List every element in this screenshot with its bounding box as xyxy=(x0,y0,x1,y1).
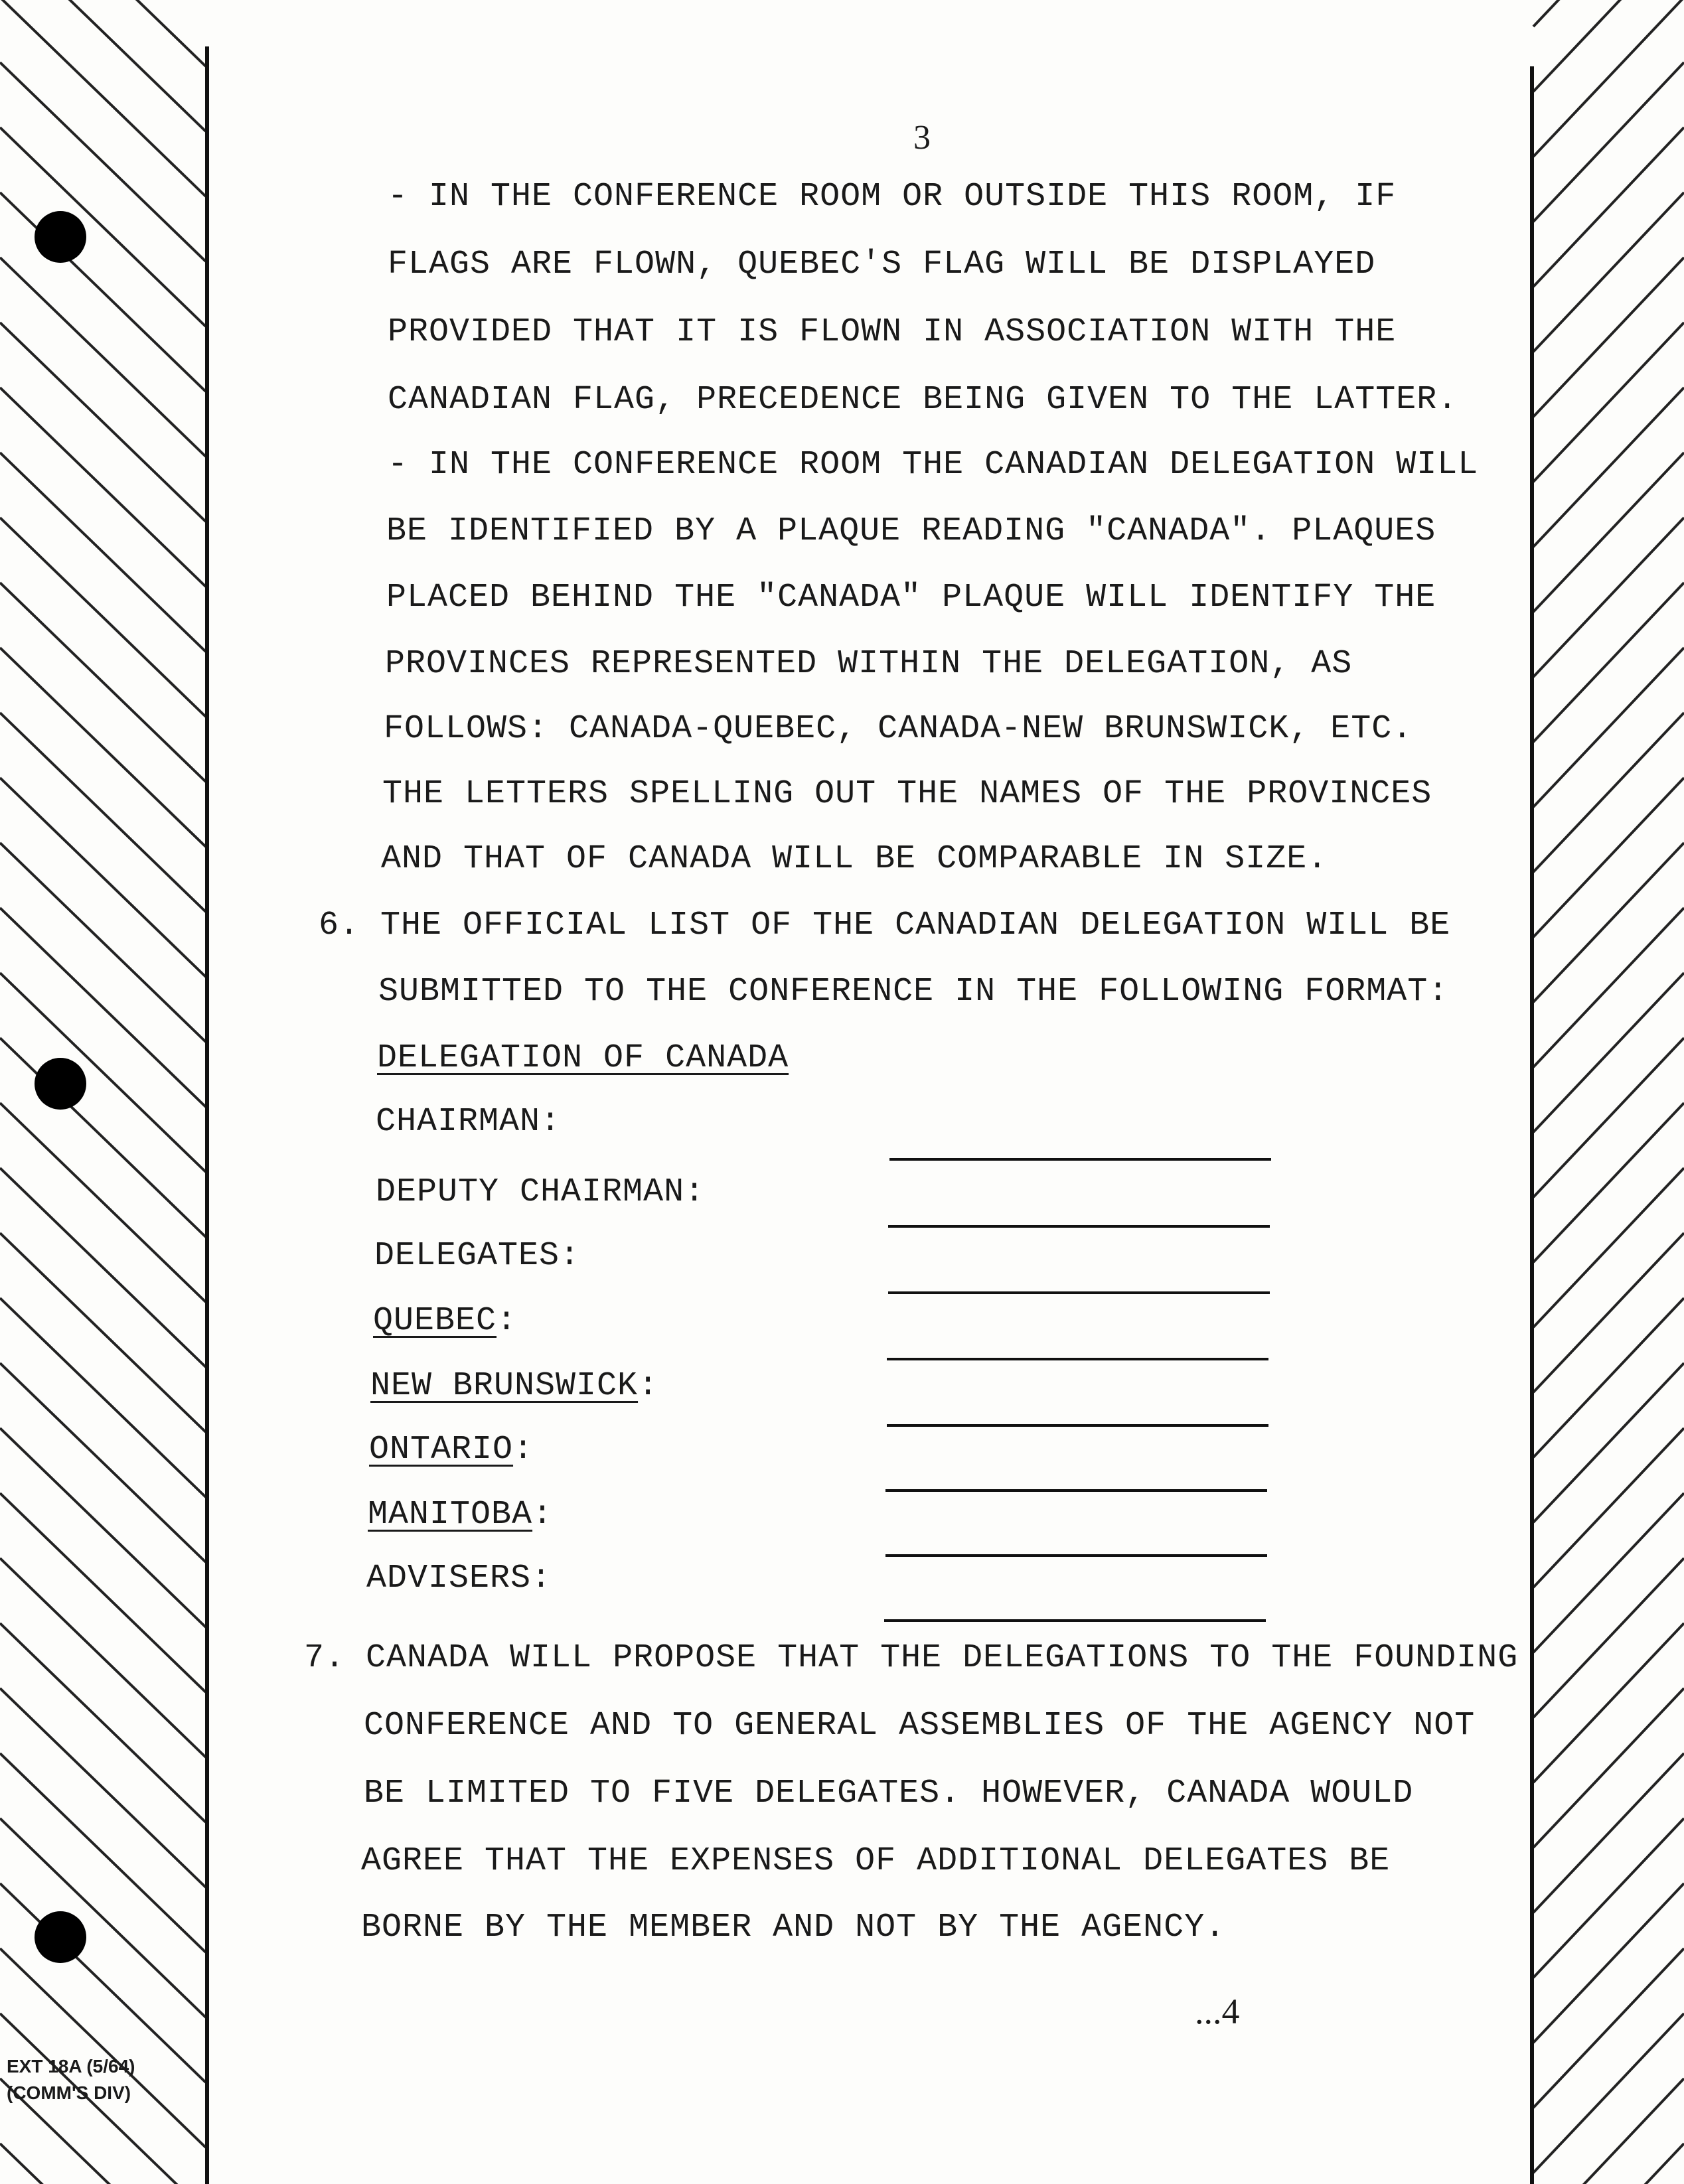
form-code-line: (COMM'S DIV) xyxy=(7,2082,131,2103)
field-delegates xyxy=(374,1237,580,1275)
body-line: THE LETTERS SPELLING OUT THE NAMES OF THE PROVINCES xyxy=(382,775,1432,813)
body-line: FLAGS ARE FLOWN, QUEBEC'S FLAG WILL BE DISPLAYED xyxy=(388,246,1376,283)
field-label: CHAIRMAN xyxy=(376,1103,541,1141)
body-line: PROVIDED THAT IT IS FLOWN IN ASSOCIATION WITH THE xyxy=(388,313,1397,351)
body-line: FOLLOWS: CANADA-QUEBEC, CANADA-NEW BRUNSWICK, ETC. xyxy=(384,710,1413,748)
right-margin-hatching xyxy=(1527,0,1684,2184)
field-colon: : xyxy=(638,1367,659,1405)
item-7-line: BORNE BY THE MEMBER AND NOT BY THE AGENCY. xyxy=(361,1909,1226,1946)
field-colon: : xyxy=(560,1237,581,1275)
body-line: - IN THE CONFERENCE ROOM OR OUTSIDE THIS ROOM, IF xyxy=(388,178,1397,216)
field-colon: : xyxy=(684,1173,706,1211)
body-line: AND THAT OF CANADA WILL BE COMPARABLE IN SIZE. xyxy=(381,840,1328,878)
item-7-line: CONFERENCE AND TO GENERAL ASSEMBLIES OF THE AGENCY NOT xyxy=(364,1707,1476,1745)
field-label: DEPUTY CHAIRMAN xyxy=(376,1173,685,1211)
punch-hole xyxy=(35,211,86,263)
field-chairman xyxy=(376,1103,561,1141)
field-deputy-chairman xyxy=(376,1173,705,1211)
page-number: 3 xyxy=(913,119,931,157)
field-colon: : xyxy=(497,1302,518,1340)
body-line: PROVINCES REPRESENTED WITHIN THE DELEGATION, AS xyxy=(385,645,1353,683)
field-colon: : xyxy=(540,1103,562,1141)
blank-line xyxy=(888,1225,1270,1228)
item-7-line: AGREE THAT THE EXPENSES OF ADDITIONAL DELEGATES BE xyxy=(361,1842,1391,1880)
field-label: ADVISERS xyxy=(366,1560,532,1597)
blank-line xyxy=(888,1291,1270,1294)
body-line: CANADIAN FLAG, PRECEDENCE BEING GIVEN TO THE LATTER. xyxy=(388,381,1458,419)
punch-hole xyxy=(35,1058,86,1110)
blank-line xyxy=(889,1158,1271,1161)
field-colon: : xyxy=(513,1431,534,1469)
item-7-line: BE LIMITED TO FIVE DELEGATES. HOWEVER, CANADA WOULD xyxy=(364,1775,1414,1812)
field-colon: : xyxy=(532,1496,554,1534)
field-label: NEW BRUNSWICK xyxy=(370,1367,639,1405)
form-code-line: EXT 18A (5/64) xyxy=(7,2056,135,2076)
blank-line xyxy=(887,1358,1268,1360)
blank-line xyxy=(887,1424,1268,1427)
blank-line xyxy=(885,1489,1267,1492)
field-ontario xyxy=(369,1431,534,1469)
field-quebec xyxy=(373,1302,517,1340)
continued-marker: ...4 xyxy=(1195,1992,1240,2031)
field-new-brunswick xyxy=(370,1367,658,1405)
field-manitoba xyxy=(368,1496,553,1534)
item-6-line: SUBMITTED TO THE CONFERENCE IN THE FOLLOWING FORMAT: xyxy=(378,973,1449,1011)
field-advisers xyxy=(366,1560,552,1597)
body-line: PLACED BEHIND THE "CANADA" PLAQUE WILL IDENTIFY THE xyxy=(386,579,1436,617)
item-6-line: 6. THE OFFICIAL LIST OF THE CANADIAN DELEGATION WILL BE xyxy=(319,907,1451,944)
blank-line xyxy=(884,1619,1266,1622)
delegation-heading: DELEGATION OF CANADA xyxy=(377,1039,789,1077)
field-colon: : xyxy=(531,1560,552,1597)
item-7-line: 7. CANADA WILL PROPOSE THAT THE DELEGATIONS TO THE FOUNDING xyxy=(304,1639,1519,1677)
left-margin-hatching xyxy=(0,0,209,2184)
field-label: ONTARIO xyxy=(369,1431,514,1469)
body-line: BE IDENTIFIED BY A PLAQUE READING "CANADA". PLAQUES xyxy=(386,512,1436,550)
field-label: DELEGATES xyxy=(374,1237,560,1275)
punch-hole xyxy=(35,1911,86,1963)
field-label: QUEBEC xyxy=(373,1302,497,1340)
field-label: MANITOBA xyxy=(368,1496,533,1534)
body-line: - IN THE CONFERENCE ROOM THE CANADIAN DELEGATION WILL xyxy=(388,446,1479,484)
blank-line xyxy=(885,1554,1267,1557)
